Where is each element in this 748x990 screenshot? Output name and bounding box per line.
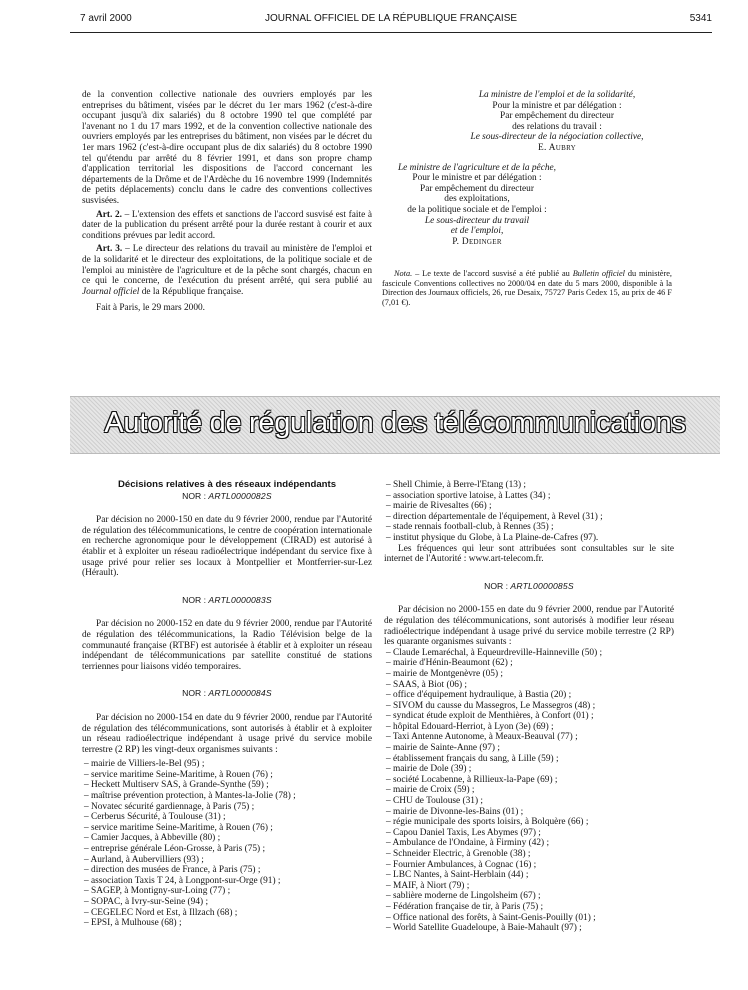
article-3 — [82, 244, 372, 297]
sig2-line5: de la politique sociale et de l'emploi : — [407, 204, 547, 215]
list-item: – direction des musées de France, à Paris (75) ; — [82, 865, 372, 876]
list-item: – mairie de Villiers-le-Bel (95) ; — [82, 759, 372, 770]
nor-reference-3 — [82, 688, 372, 699]
list-item: – SOPAC, à Ivry-sur-Seine (94) ; — [82, 897, 372, 908]
article-3-text-b: de la République française. — [139, 286, 244, 297]
decision-2000-152: Par décision no 2000-152 en date du 9 février 2000, rendue par l'Autorité de régulation des télécommunications, la Radio Télévision belge de la communauté française (RTBF) est autorisée à établir et à exploiter un réseau indépendant de télécommunications par satellite constitué de stations terriennes pour liaisons vidéo temporaires. — [82, 619, 372, 672]
list-item: – établissement français du sang, à Lille (59) ; — [384, 754, 674, 765]
list-item: – mairie de Croix (59) ; — [384, 785, 674, 796]
list-item: – mairie de Rivesaltes (66) ; — [384, 501, 674, 512]
list-item: – Cerberus Sécurité, à Toulouse (31) ; — [82, 812, 372, 823]
list-item: – mairie de Sainte-Anne (97) ; — [384, 743, 674, 754]
list-item: – Heckett Multiserv SAS, à Grande-Synthe (59) ; — [82, 780, 372, 791]
signature-block-agriculture — [382, 163, 572, 248]
list-item: – Ambulance de l'Ondaine, à Firminy (42) ; — [384, 838, 674, 849]
article-2 — [82, 210, 372, 242]
article-3-text-a: – Le directeur des relations du travail au ministère de l'emploi et de la solidarité et le directeur des exploitations, de la politique sociale et de l'emploi au ministère de l'agriculture et de la pêche sont chargés, chacun en ce qui le concerne, de l'exécution du présent arrêté, qui sera publié au — [82, 244, 372, 287]
list-item: – MAIF, à Niort (79) ; — [384, 881, 674, 892]
article-2-text: – L'extension des effets et sanctions de l'accord susvisé est faite à dater de la publication du présent arrêté pour la durée restant à courir et aux conditions prévues par ledit accord. — [82, 209, 373, 241]
sig1-name: E. Aubry — [537, 142, 577, 153]
signatures-column — [382, 90, 672, 307]
page-number: 5341 — [689, 13, 712, 24]
decree-continuation-text: de la convention collective nationale des ouvriers employés par les entreprises du bâtiment, visées par le décret du 1er mars 1962 (c'est-à-dire occupant jusqu'à dix salariés) du 8 octobre 1990 tel que complété par l'avenant no 1 du 17 mars 1992, et de la convention collective nationale des ouvriers employés par les entreprises du bâtiment, non visées par le décret du 1er mars 1962 (c'est-à-dire occupant plus de dix salariés) du 8 octobre 1990 tel qu'étendu par arrêté du 8 février 1991, et dans son propre champ d'application territorial les dispositions de l'accord concernant les départements de la Drôme et de l'Ardèche du 16 novembre 1999 (Indemnités de petits déplacements) conclu dans le cadre des conventions collectives susvisées. — [82, 90, 372, 206]
sig2-line1: Le ministre de l'agriculture et de la pêche, — [397, 162, 557, 173]
nor-reference-1 — [82, 491, 372, 502]
sig2-line4: des exploitations, — [444, 194, 510, 205]
list-item: – LBC Nantes, à Saint-Herblain (44) ; — [384, 870, 674, 881]
organisms-list-2000-155 — [384, 648, 674, 934]
list-item: – régie municipale des sports loisirs, à Bolquère (66) ; — [384, 817, 674, 828]
list-item: – Office national des forêts, à Saint-Genis-Pouilly (01) ; — [384, 913, 674, 924]
list-item: – association sportive latoise, à Lattes (34) ; — [384, 491, 674, 502]
list-item: – service maritime Seine-Maritime, à Rouen (76) ; — [82, 770, 372, 781]
list-item: – hôpital Edouard-Herriot, à Lyon (3e) (69) ; — [384, 722, 674, 733]
list-item: – World Satellite Guadeloupe, à Baie-Mahault (97) ; — [384, 923, 674, 934]
journal-title: JOURNAL OFFICIEL DE LA RÉPUBLIQUE FRANÇAISE — [264, 13, 518, 24]
nota-bulletin-name: Bulletin officiel — [572, 269, 625, 279]
list-item: – Shell Chimie, à Berre-l'Etang (13) ; — [384, 480, 674, 491]
list-item: – mairie d'Hénin-Beaumont (62) ; — [384, 658, 674, 669]
nor-label: NOR : — [484, 580, 509, 591]
issue-date: 7 avril 2000 — [80, 13, 132, 24]
list-item: – Novatec sécurité gardiennage, à Paris (75) ; — [82, 802, 372, 813]
nor-label: NOR : — [182, 594, 207, 605]
list-item: – Aurland, à Aubervilliers (93) ; — [82, 855, 372, 866]
nor-reference-2 — [82, 595, 372, 606]
article-3-journal-name: Journal officiel — [82, 286, 140, 297]
nor-code-1: ARTL0000082S — [208, 490, 272, 501]
section-title: Décisions relatives à des réseaux indépendants — [117, 479, 337, 490]
nor-label: NOR : — [182, 490, 207, 501]
frequencies-note: Les fréquences qui leur sont attribuées sont consultables sur le site internet de l'Autorité : www.art-telecom.fr. — [384, 543, 674, 565]
nota-label: Nota. — [394, 269, 413, 279]
banner-title: Autorité de régulation des télécommunications — [104, 407, 686, 439]
list-item: – CEGELEC Nord et Est, à Illzach (68) ; — [82, 908, 372, 919]
sig1-line1: La ministre de l'emploi et de la solidarité, — [478, 90, 636, 100]
list-item: – EPSI, à Mulhouse (68) ; — [82, 918, 372, 929]
list-item: – service maritime Seine-Maritime, à Rouen (76) ; — [82, 823, 372, 834]
nota-text-b: du ministère, fascicule Conventions collectives no 2000/04 en date du 5 mars 2000, disponible à la Direction des Journaux officiels, 26, rue Desaix, 75727 Paris Cedex 15, au prix de 46 F (7,01 €). — [382, 269, 672, 307]
list-item: – SAGEP, à Montigny-sur-Loing (77) ; — [82, 886, 372, 897]
sig2-line7: et de l'emploi, — [450, 226, 504, 237]
decisions-left-column — [82, 480, 372, 929]
list-item: – association Taxis T 24, à Longpont-sur-Orge (91) ; — [82, 876, 372, 887]
list-item: – Fédération française de tir, à Paris (75) ; — [384, 902, 674, 913]
sig1-line3: Par empêchement du directeur — [500, 111, 614, 122]
article-2-label: Art. 2. — [96, 209, 122, 220]
list-item: – Schneider Electric, à Grenoble (38) ; — [384, 849, 674, 860]
list-item: – syndicat étude exploit de Menthières, à Confort (01) ; — [384, 711, 674, 722]
nor-code-3: ARTL0000084S — [208, 688, 272, 699]
list-item: – entreprise générale Léon-Grosse, à Paris (75) ; — [82, 844, 372, 855]
sig2-line3: Par empêchement du directeur — [420, 183, 534, 194]
list-item: – institut physique du Globe, à La Plaine-de-Cafres (97). — [384, 533, 674, 544]
nor-code-4: ARTL0000085S — [510, 580, 574, 591]
list-item: – direction départementale de l'équipement, à Revel (31) ; — [384, 512, 674, 523]
running-header — [70, 10, 712, 33]
nor-reference-4 — [384, 581, 674, 592]
decision-2000-154: Par décision no 2000-154 en date du 9 février 2000, rendue par l'Autorité de régulation des télécommunications, sont autorisés à établir et à exploiter un réseau radioélectrique indépendant à usage privé du service mobile terrestre (2 RP) les vingt-deux organismes suivants : — [82, 712, 372, 755]
list-item: – société Locabenne, à Rillieux-la-Pape (69) ; — [384, 775, 674, 786]
list-item: – Claude Lemaréchal, à Equeurdreville-Hainneville (50) ; — [384, 648, 674, 659]
decisions-right-column — [384, 480, 674, 934]
section-banner — [70, 396, 720, 454]
sig1-line5: Le sous-directeur de la négociation collective, — [470, 132, 644, 143]
decision-2000-150: Par décision no 2000-150 en date du 9 février 2000, rendue par l'Autorité de régulation des télécommunications, le centre de coopération internationale en recherche agronomique pour le développement (CIRAD) est autorisé à établir et à exploiter un réseau radioélectrique indépendant du service fixe à usage privé pour relier ses locaux à Montpellier et Montferrier-sur-Lez (Hérault). — [82, 515, 372, 579]
list-item: – Taxi Antenne Autonome, à Meaux-Beauval (77) ; — [384, 732, 674, 743]
signature-block-emploi — [382, 90, 672, 154]
nor-code-2: ARTL0000083S — [208, 594, 272, 605]
list-item: – Camier Jacques, à Abbeville (80) ; — [82, 833, 372, 844]
list-item: – Fournier Ambulances, à Cognac (16) ; — [384, 860, 674, 871]
list-item: – mairie de Dole (39) ; — [384, 764, 674, 775]
list-item: – CHU de Toulouse (31) ; — [384, 796, 674, 807]
sig2-name: P. Dedinger — [452, 236, 502, 247]
decree-continuation-column — [82, 90, 372, 314]
organisms-list-2000-154 — [82, 759, 372, 929]
list-item: – sablière moderne de Lingolsheim (67) ; — [384, 891, 674, 902]
sig1-line4: des relations du travail : — [512, 121, 602, 132]
sig2-line2: Pour le ministre et par délégation : — [412, 173, 542, 184]
article-3-label: Art. 3. — [96, 244, 123, 255]
list-item: – mairie de Divonne-les-Bains (01) ; — [384, 807, 674, 818]
nota-text-a: – Le texte de l'accord susvisé a été publié au — [412, 269, 573, 279]
list-item: – maîtrise prévention protection, à Mantes-la-Jolie (78) ; — [82, 791, 372, 802]
signature-place-date: Fait à Paris, le 29 mars 2000. — [96, 303, 205, 314]
sig1-line2: Pour la ministre et par délégation : — [492, 100, 622, 111]
list-item: – SIVOM du causse du Massegros, Le Massegros (48) ; — [384, 701, 674, 712]
sig2-line6: Le sous-directeur du travail — [424, 215, 530, 226]
list-item: – stade rennais football-club, à Rennes (35) ; — [384, 522, 674, 533]
nor-label: NOR : — [182, 688, 207, 699]
list-item: – office d'équipement hydraulique, à Bastia (20) ; — [384, 690, 674, 701]
list-item: – mairie de Montgenèvre (05) ; — [384, 669, 674, 680]
decision-2000-155: Par décision no 2000-155 en date du 9 février 2000, rendue par l'Autorité de régulation des télécommunications, sont autorisés à modifier leur réseau radioélectrique indépendant à usage privé du service mobile terrestre (2 RP) les quarante organismes suivants : — [384, 605, 674, 648]
list-item: – Capou Daniel Taxis, Les Abymes (97) ; — [384, 828, 674, 839]
list-item: – SAAS, à Biot (06) ; — [384, 680, 674, 691]
organisms-list-2000-154-cont — [384, 480, 674, 544]
nota-paragraph — [382, 269, 672, 307]
